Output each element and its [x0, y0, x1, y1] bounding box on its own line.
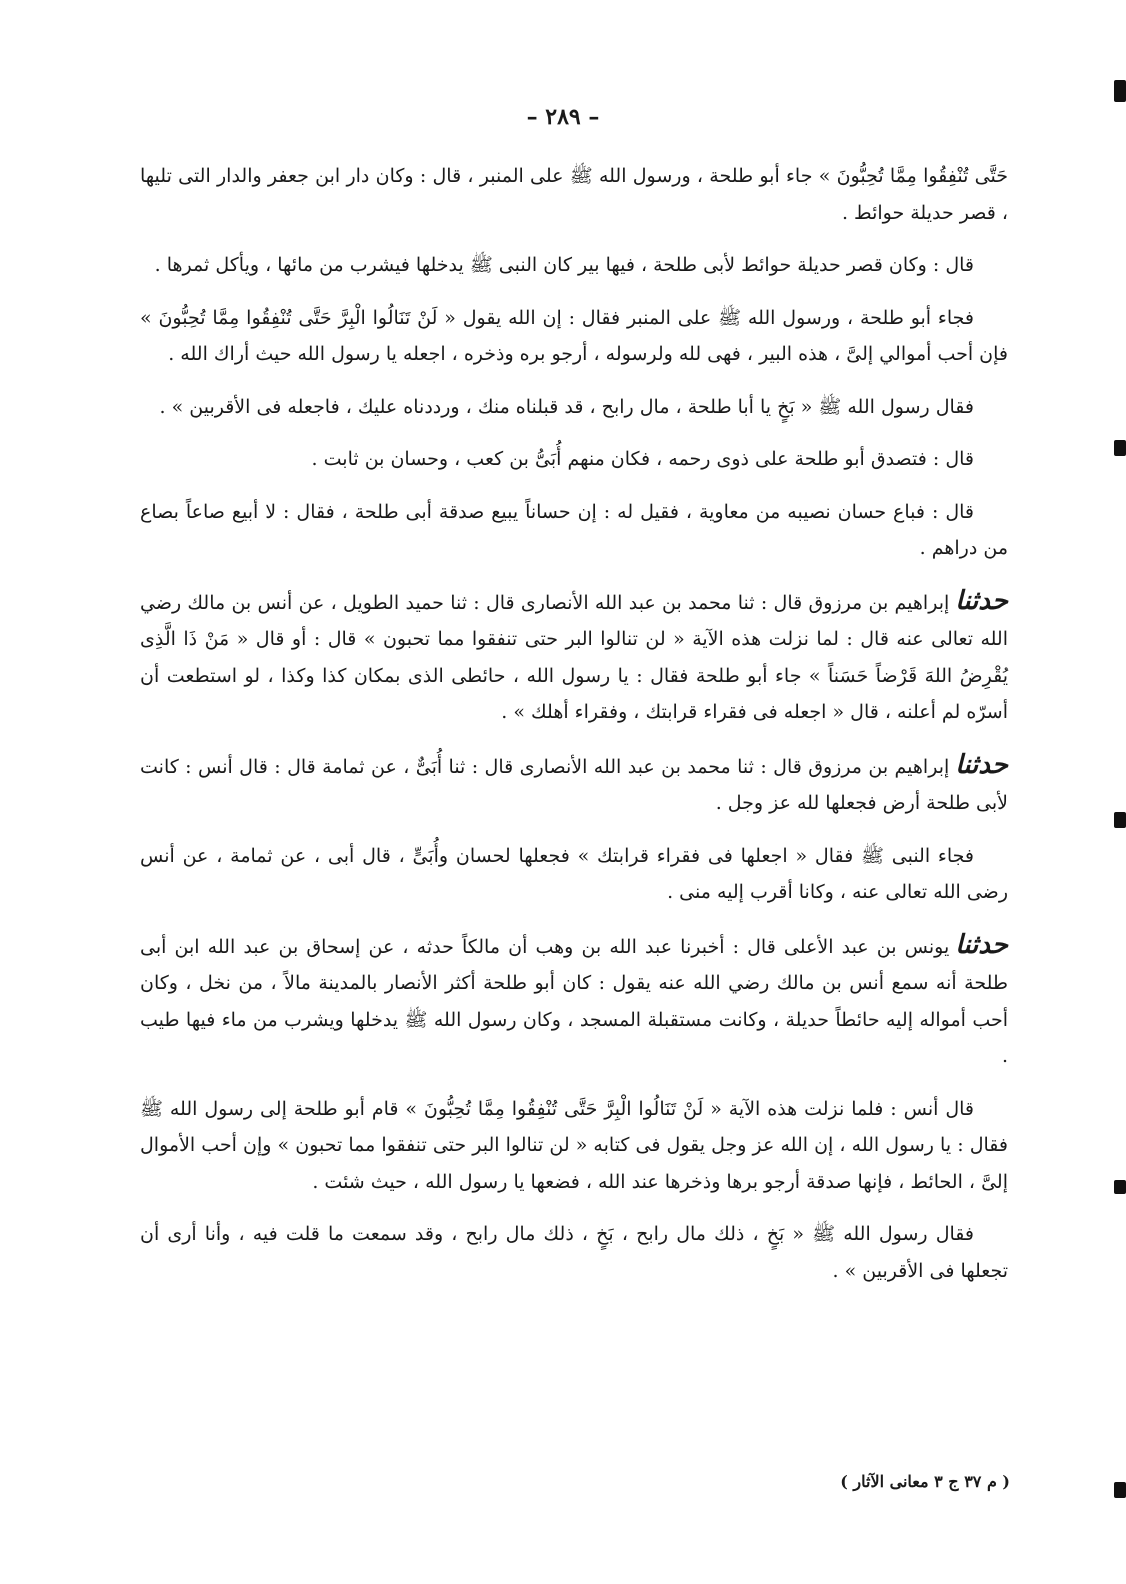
paragraph — [140, 247, 1008, 284]
footer-signature: ( م ٣٧ ج ٣ معانى الآثار ) — [840, 1472, 1010, 1491]
hadith-marker: حدثنا — [955, 585, 1008, 616]
paragraph-text: قال : فتصدق أبو طلحة على ذوى رحمه ، فكان منهم أُبَىُّ بن كعب ، وحسان بن ثابت . — [311, 448, 974, 470]
paragraph — [140, 300, 1008, 373]
paragraph-text: قال : فباع حسان نصيبه من معاوية ، فقيل له : إن حساناً يبيع صدقة أبى طلحة ، فقال : لا أبيع صاعاً بصاع من دراهم . — [140, 500, 1008, 559]
hadith-marker: حدثنا — [955, 929, 1008, 960]
scan-edge-mark — [1114, 440, 1126, 456]
paragraph-text: فجاء النبى ﷺ فقال « اجعلها فى فقراء قرابتك » فجعلها لحسان وأُبَىٍّ ، قال أبى ، عن ثمامة ، عن أنس رضى الله تعالى عنه ، وكانا أقرب إليه منى . — [140, 844, 1008, 903]
paragraph — [140, 838, 1008, 911]
paragraph — [140, 1216, 1008, 1289]
paragraph-text: فقال رسول الله ﷺ « بَخٍ ، ذلك مال رابح ، بَخٍ ، ذلك مال رابح ، وقد سمعت ما قلت فيه ، وأنا أرى أن تجعلها فى الأقربين » . — [140, 1223, 1008, 1282]
scan-edge-mark — [1114, 1482, 1126, 1498]
paragraph-text: إبراهيم بن مرزوق قال : ثنا محمد بن عبد الله الأنصارى قال : ثنا حميد الطويل ، عن أنس بن مالك رضي الله تعالى عنه قال : لما نزلت هذه الآية « لن تنالوا البر حتى تنفقوا مما تحبون » قال : أو قال « مَنْ ذَا الَّذِى يُقْرِضُ اللهَ قَرْضاً حَسَناً » جاء أبو طلحة فقال : يا رسول الله ، حائطى الذى بمكان كذا وكذا ، لو استطعت أن أسرّه لم أعلنه ، قال « اجعله فى فقراء قرابتك ، وفقراء أهلك » . — [140, 591, 1008, 723]
hadith-paragraph — [140, 747, 1008, 822]
paragraph-text: إبراهيم بن مرزوق قال : ثنا محمد بن عبد الله الأنصارى قال : ثنا أُبَىٌّ ، عن ثمامة قال : قال أنس : كانت لأبى طلحة أرض فجعلها لله عز وجل . — [140, 755, 1008, 814]
scan-edge-mark — [1114, 1180, 1126, 1194]
paragraph-text: قال أنس : فلما نزلت هذه الآية « لَنْ تَنَالُوا الْبِرَّ حَتَّى تُنْفِقُوا مِمَّا تُحِبُّونَ » قام أبو طلحة إلى رسول الله ﷺ فقال : يا رسول الله ، إن الله عز وجل يقول فى كتابه « لن تنالوا البر حتى تنفقوا مما تحبون » وإن أحب الأموال إلىَّ ، الحائط ، فإنها صدقة أرجو برها وذخرها عند الله ، فضعها يا رسول الله ، حيث شئت . — [140, 1097, 1008, 1193]
paragraph-text: فقال رسول الله ﷺ « بَخٍ يا أبا طلحة ، مال رابح ، قد قبلناه منك ، ورددناه عليك ، فاجعله فى الأقربين » . — [159, 395, 974, 418]
paragraph-text: يونس بن عبد الأعلى قال : أخبرنا عبد الله بن وهب أن مالكاً حدثه ، عن إسحاق بن عبد الله ابن أبى طلحة أنه سمع أنس بن مالك رضي الله عنه يقول : كان أبو طلحة أكثر الأنصار بالمدينة مالاً ، من نخل ، وكان أحب أمواله إليه حائطاً حديلة ، وكانت مستقبلة المسجد ، وكان رسول الله ﷺ يدخلها ويشرب من ماء فيها طيب . — [140, 935, 1008, 1067]
scan-edge-mark — [1114, 80, 1126, 102]
page-number: – ٢٨٩ – — [526, 104, 600, 130]
hadith-paragraph — [140, 583, 1008, 731]
paragraph-text: فجاء أبو طلحة ، ورسول الله ﷺ على المنبر فقال : إن الله يقول « لَنْ تَنَالُوا الْبِرَّ حَتَّى تُنْفِقُوا مِمَّا تُحِبُّونَ » فإن أحب أموالي إلىَّ ، هذه البير ، فهى لله ولرسوله ، أرجو بره وذخره ، اجعله يا رسول الله حيث أراك الله . — [140, 306, 1008, 365]
hadith-paragraph — [140, 927, 1008, 1075]
main-text — [140, 158, 1008, 1305]
paragraph-text: حَتَّى تُنْفِقُوا مِمَّا تُحِبُّونَ » جاء أبو طلحة ، ورسول الله ﷺ على المنبر ، قال : وكان دار ابن جعفر والدار التى تليها ، قصر حديلة حوائط . — [140, 165, 1008, 224]
paragraph — [140, 441, 1008, 478]
scan-edge-mark — [1114, 812, 1126, 828]
paragraph — [140, 1091, 1008, 1201]
paragraph — [140, 158, 1008, 231]
paragraph — [140, 389, 1008, 426]
paragraph — [140, 494, 1008, 567]
hadith-marker: حدثنا — [955, 749, 1008, 780]
paragraph-text: قال : وكان قصر حديلة حوائط لأبى طلحة ، فيها بير كان النبى ﷺ يدخلها فيشرب من مائها ، ويأكل ثمرها . — [154, 254, 974, 276]
